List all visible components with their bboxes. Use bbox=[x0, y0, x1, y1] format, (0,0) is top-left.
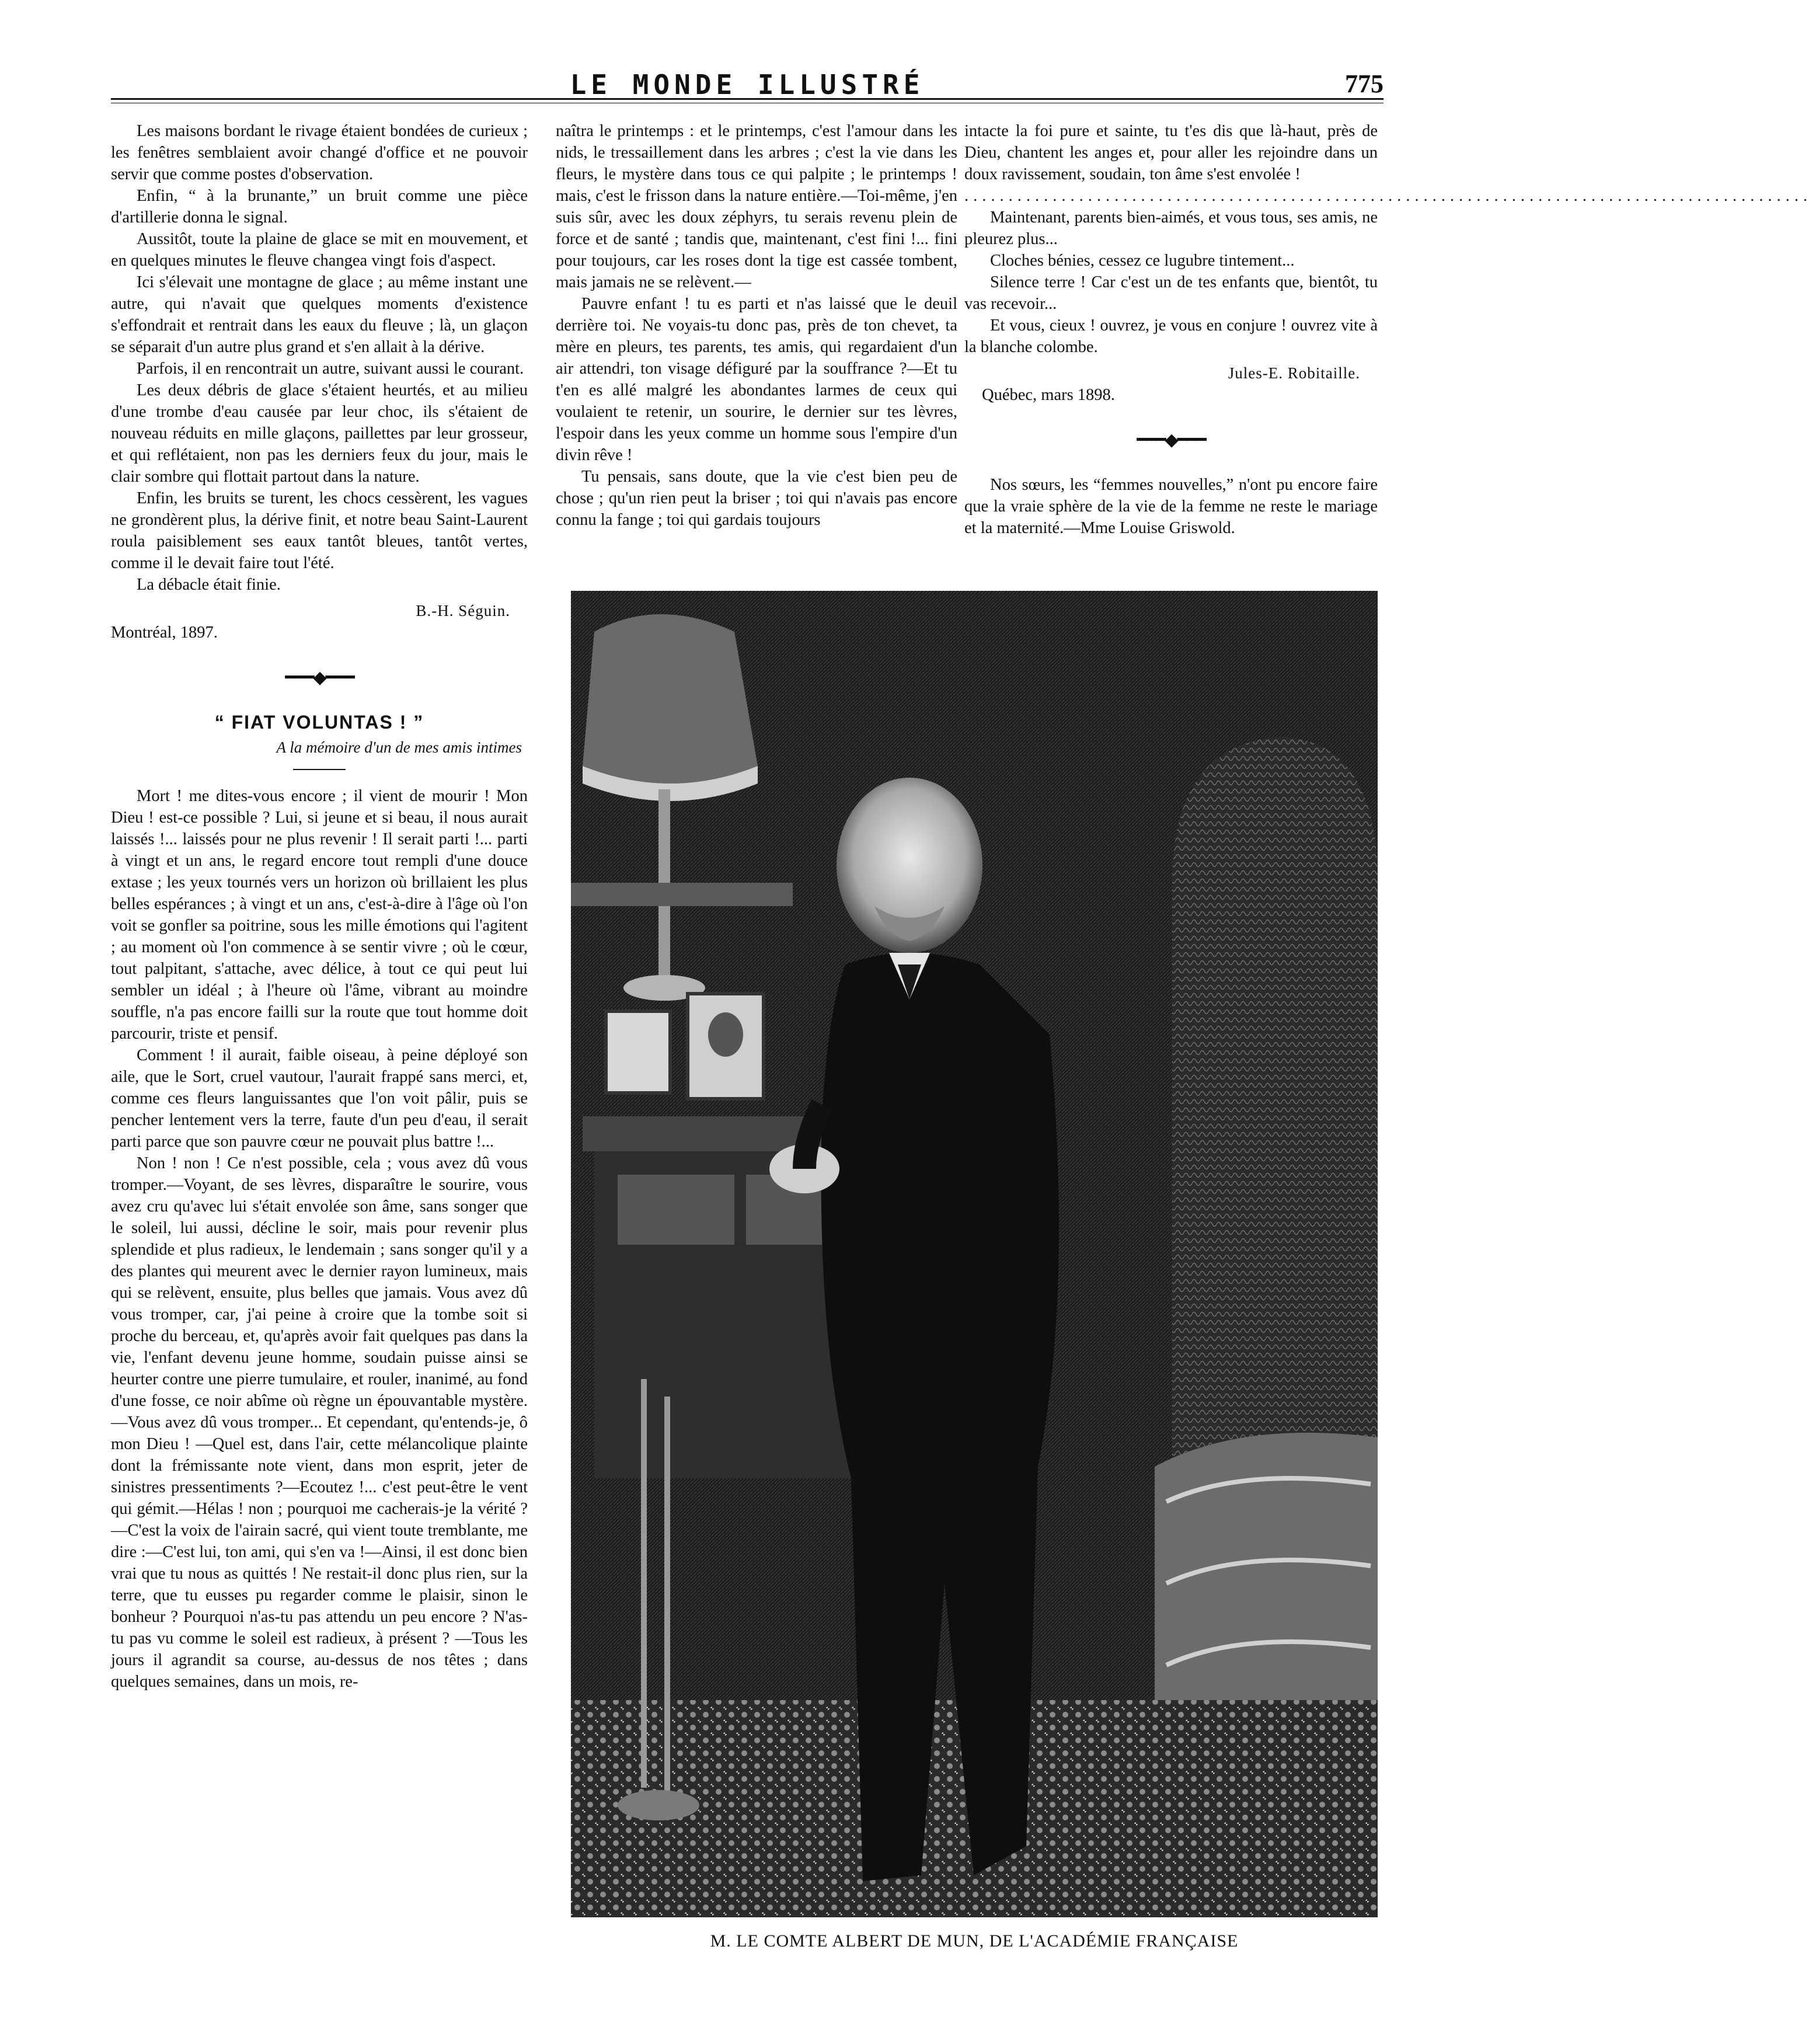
paragraph: Mort ! me dites-vous encore ; il vient de mourir ! Mon Dieu ! est-ce possible ? Lui, si jeune et si beau, il nous aurait laissés !... laissés pour ne plus revenir ! Il serait parti !... parti à vingt et un ans, le regard encore tout rempli d'une douce extase ; les yeux tournés vers un horizon où brillaient les plus belles espérances ; à vingt et un ans, c'est-à-dire à l'âge où l'on voit se gonfler sa poitrine, sous les mille émotions qui l'agitent ; au moment où l'on commence à se sentir vivre ; où le cœur, tout palpitant, s'attache, avec délice, à tout ce qui peut lui sembler un idéal ; à l'heure où l'âme, vibrant au moindre souffle, n'a pas encore failli sur la route que tout homme doit parcourir, triste et pensif. bbox=[111, 787, 528, 1043]
section-ornament: ━━━◆━━━ bbox=[1137, 430, 1205, 450]
paragraph: Parfois, il en rencontrait un autre, suivant aussi le courant. bbox=[137, 360, 524, 378]
dateline: Montréal, 1897. bbox=[111, 624, 218, 642]
section-ornament: ━━━◆━━━ bbox=[285, 668, 354, 687]
paragraph: Enfin, “ à la brunante,” un bruit comme une pièce d'artillerie donna le signal. bbox=[111, 187, 528, 227]
paragraph: naîtra le printemps : et le printemps, c'est l'amour dans les nids, le tressaillement dans les arbres ; c'est la vie dans les fleurs, le mystère dans tous ce qui palpite ; le printemps ! mais, c'est le frisson dans la nature entière.—Toi-même, j'en suis sûr, avec les doux zéphyrs, tu serais revenu plein de force et de santé ; tandis que, maintenant, c'est fini !... fini pour toujours, car les roses dont la tige est cassée tombent, mais jamais ne se relèvent.— bbox=[556, 122, 957, 291]
paragraph: Maintenant, parents bien-aimés, et vous tous, ses amis, ne pleurez plus... bbox=[964, 208, 1378, 248]
paragraph: Les deux débris de glace s'étaient heurtés, et au milieu d'une trombe d'eau causée par leur choc, ils s'étaient de nouveau réduits en mille glaçons, paillettes par leur grosseur, et qui reflétaient, non pas les derniers feux du jour, mais le clair sombre qui flottait partout dans la nature. bbox=[111, 381, 528, 486]
journal-title: LE MONDE ILLUSTRÉ bbox=[570, 69, 925, 100]
paragraph: La débacle était finie. bbox=[137, 576, 281, 594]
paragraph: Tu pensais, sans doute, que la vie c'est bien peu de chose ; qu'un rien peut la briser ; toi qui n'avais pas encore connu la fange ; toi qui gardais toujours bbox=[556, 468, 957, 529]
paragraph: Enfin, les bruits se turent, les chocs cessèrent, les vagues ne grondèrent plus, la dérive finit, et notre beau Saint-Laurent roula paisiblement ses eaux tantôt bleues, tantôt vertes, comme il le devait faire tout l'été. bbox=[111, 489, 528, 572]
column-1 bbox=[111, 120, 528, 1693]
paragraph: Pauvre enfant ! tu es parti et n'as laissé que le deuil derrière toi. Ne voyais-tu donc pas, près de ton chevet, ta mère en pleurs, tes parents, tes amis, qui regardaient d'un air attendri, ton visage défiguré par la souffrance ?—Et tu t'en es allé malgré les abondantes larmes de ceux qui voulaient te retenir, un sourire, le dernier sur tes lèvres, l'espoir dans les yeux comme un homme sous l'empire d'un divin rêve ! bbox=[556, 295, 957, 464]
paragraph: Comment ! il aurait, faible oiseau, à peine déployé son aile, que le Sort, cruel vautour, l'aurait frappé sans merci, et, comme ces fleurs languissantes que l'on voit pâlir, puis se pencher lentement vers la terre, faute d'un peu d'eau, il serait parti parce que son pauvre cœur ne pouvait plus battre !... bbox=[111, 1046, 528, 1151]
page-number: 775 bbox=[1345, 69, 1384, 98]
paragraph: Cloches bénies, cessez ce lugubre tintement... bbox=[990, 252, 1295, 270]
quote-paragraph: Nos sœurs, les “femmes nouvelles,” n'ont pu encore faire que la vraie sphère de la vie de la femme ne reste le mariage et la maternité.—Mme Louise Griswold. bbox=[964, 476, 1378, 537]
paragraph: Et vous, cieux ! ouvrez, je vous en conjure ! ouvrez vite à la blanche colombe. bbox=[964, 316, 1378, 356]
paragraph: Ici s'élevait une montagne de glace ; au même instant une autre, qui n'avait que quelques moments d'existence s'effondrait et rentrait dans les eaux du fleuve ; là, un glaçon se séparait d'un autre plus grand et s'en allait à la dérive. bbox=[111, 273, 528, 356]
signature: Jules-E. Robitaille. bbox=[1228, 364, 1360, 382]
article-dedication: A la mémoire d'un de mes amis intimes bbox=[276, 739, 522, 756]
article-title: “ FIAT VOLUNTAS ! ” bbox=[214, 712, 424, 733]
illustration-caption: M. LE COMTE ALBERT DE MUN, DE L'ACADÉMIE FRANÇAISE bbox=[710, 1931, 1239, 1951]
header-rule-top bbox=[111, 98, 1384, 100]
paragraph: intacte la foi pure et sainte, tu t'es dis que là-haut, près de Dieu, chantent les anges et, pour aller les rejoindre dans un doux ravissement, soudain, ton âme s'est envolée ! bbox=[964, 122, 1378, 183]
portrait-engraving bbox=[571, 591, 1378, 1917]
dateline: Québec, mars 1898. bbox=[982, 386, 1115, 404]
portrait-illustration bbox=[571, 591, 1378, 1917]
paragraph: Les maisons bordant le rivage étaient bondées de curieux ; les fenêtres semblaient avoir changé d'office et ne pouvoir servir que comme postes d'observation. bbox=[111, 122, 528, 183]
column-2 bbox=[556, 120, 957, 531]
page-header bbox=[111, 69, 1384, 110]
signature: B.-H. Séguin. bbox=[416, 602, 510, 619]
short-rule bbox=[293, 769, 346, 770]
paragraph: Non ! non ! Ce n'est possible, cela ; vous avez dû vous tromper.—Voyant, de ses lèvres, disparaître le sourire, vous avez cru qu'avec lui s'était envolée son âme, sans songer que le soleil, lui aussi, décline le soir, mais pour revenir plus splendide et plus radieux, le lendemain ; sans songer qu'il y a des plantes qui meurent avec le dernier rayon lumineux, mais qui se relèvent, ensuite, plus belles que jamais. Vous avez dû vous tromper, car, j'ai peine à croire que la tombe soit si proche du berceau, et, qu'après avoir fait quelques pas dans la vie, l'enfant devenu jeune homme, soudain puisse ainsi se heurter contre une pierre tumulaire, et rouler, inanimé, au fond d'une fosse, ce noir abîme où règne un épouvantable mystère.—Vous avez dû vous tromper... Et cependant, qu'entends-je, ô mon Dieu ! —Quel est, dans l'air, cette mélancolique plainte dont la frémissante note vient, dans mon esprit, jeter de sinistres pressentiments ?—Ecoutez !... c'est peut-être le vent qui gémit.—Hélas ! non ; pourquoi me cacherais-je la vérité ?—C'est la voix de l'airain sacré, qui vient toute tremblante, me dire :—C'est lui, ton ami, qui s'en va !—Ainsi, il est donc bien vrai que tu nous as quittés ! Ne restait-il donc plus rien, sur la terre, que tu eusses pu regarder comme le plaisir, sinon le bonheur ? Pourquoi n'as-tu pas attendu un peu encore ? N'as-tu pas vu comme le soleil est radieux, à présent ? —Tous les jours il agrandit sa course, au-dessus de nos têtes ; dans quelques semaines, dans un mois, re- bbox=[111, 1154, 528, 1691]
dotted-separator: ................................................................................................ bbox=[964, 187, 1812, 205]
column-3 bbox=[964, 120, 1812, 539]
paragraph: Silence terre ! Car c'est un de tes enfants que, bientôt, tu vas recevoir... bbox=[964, 273, 1378, 313]
paragraph: Aussitôt, toute la plaine de glace se mit en mouvement, et en quelques minutes le fleuve changea vingt fois d'aspect. bbox=[111, 230, 528, 270]
